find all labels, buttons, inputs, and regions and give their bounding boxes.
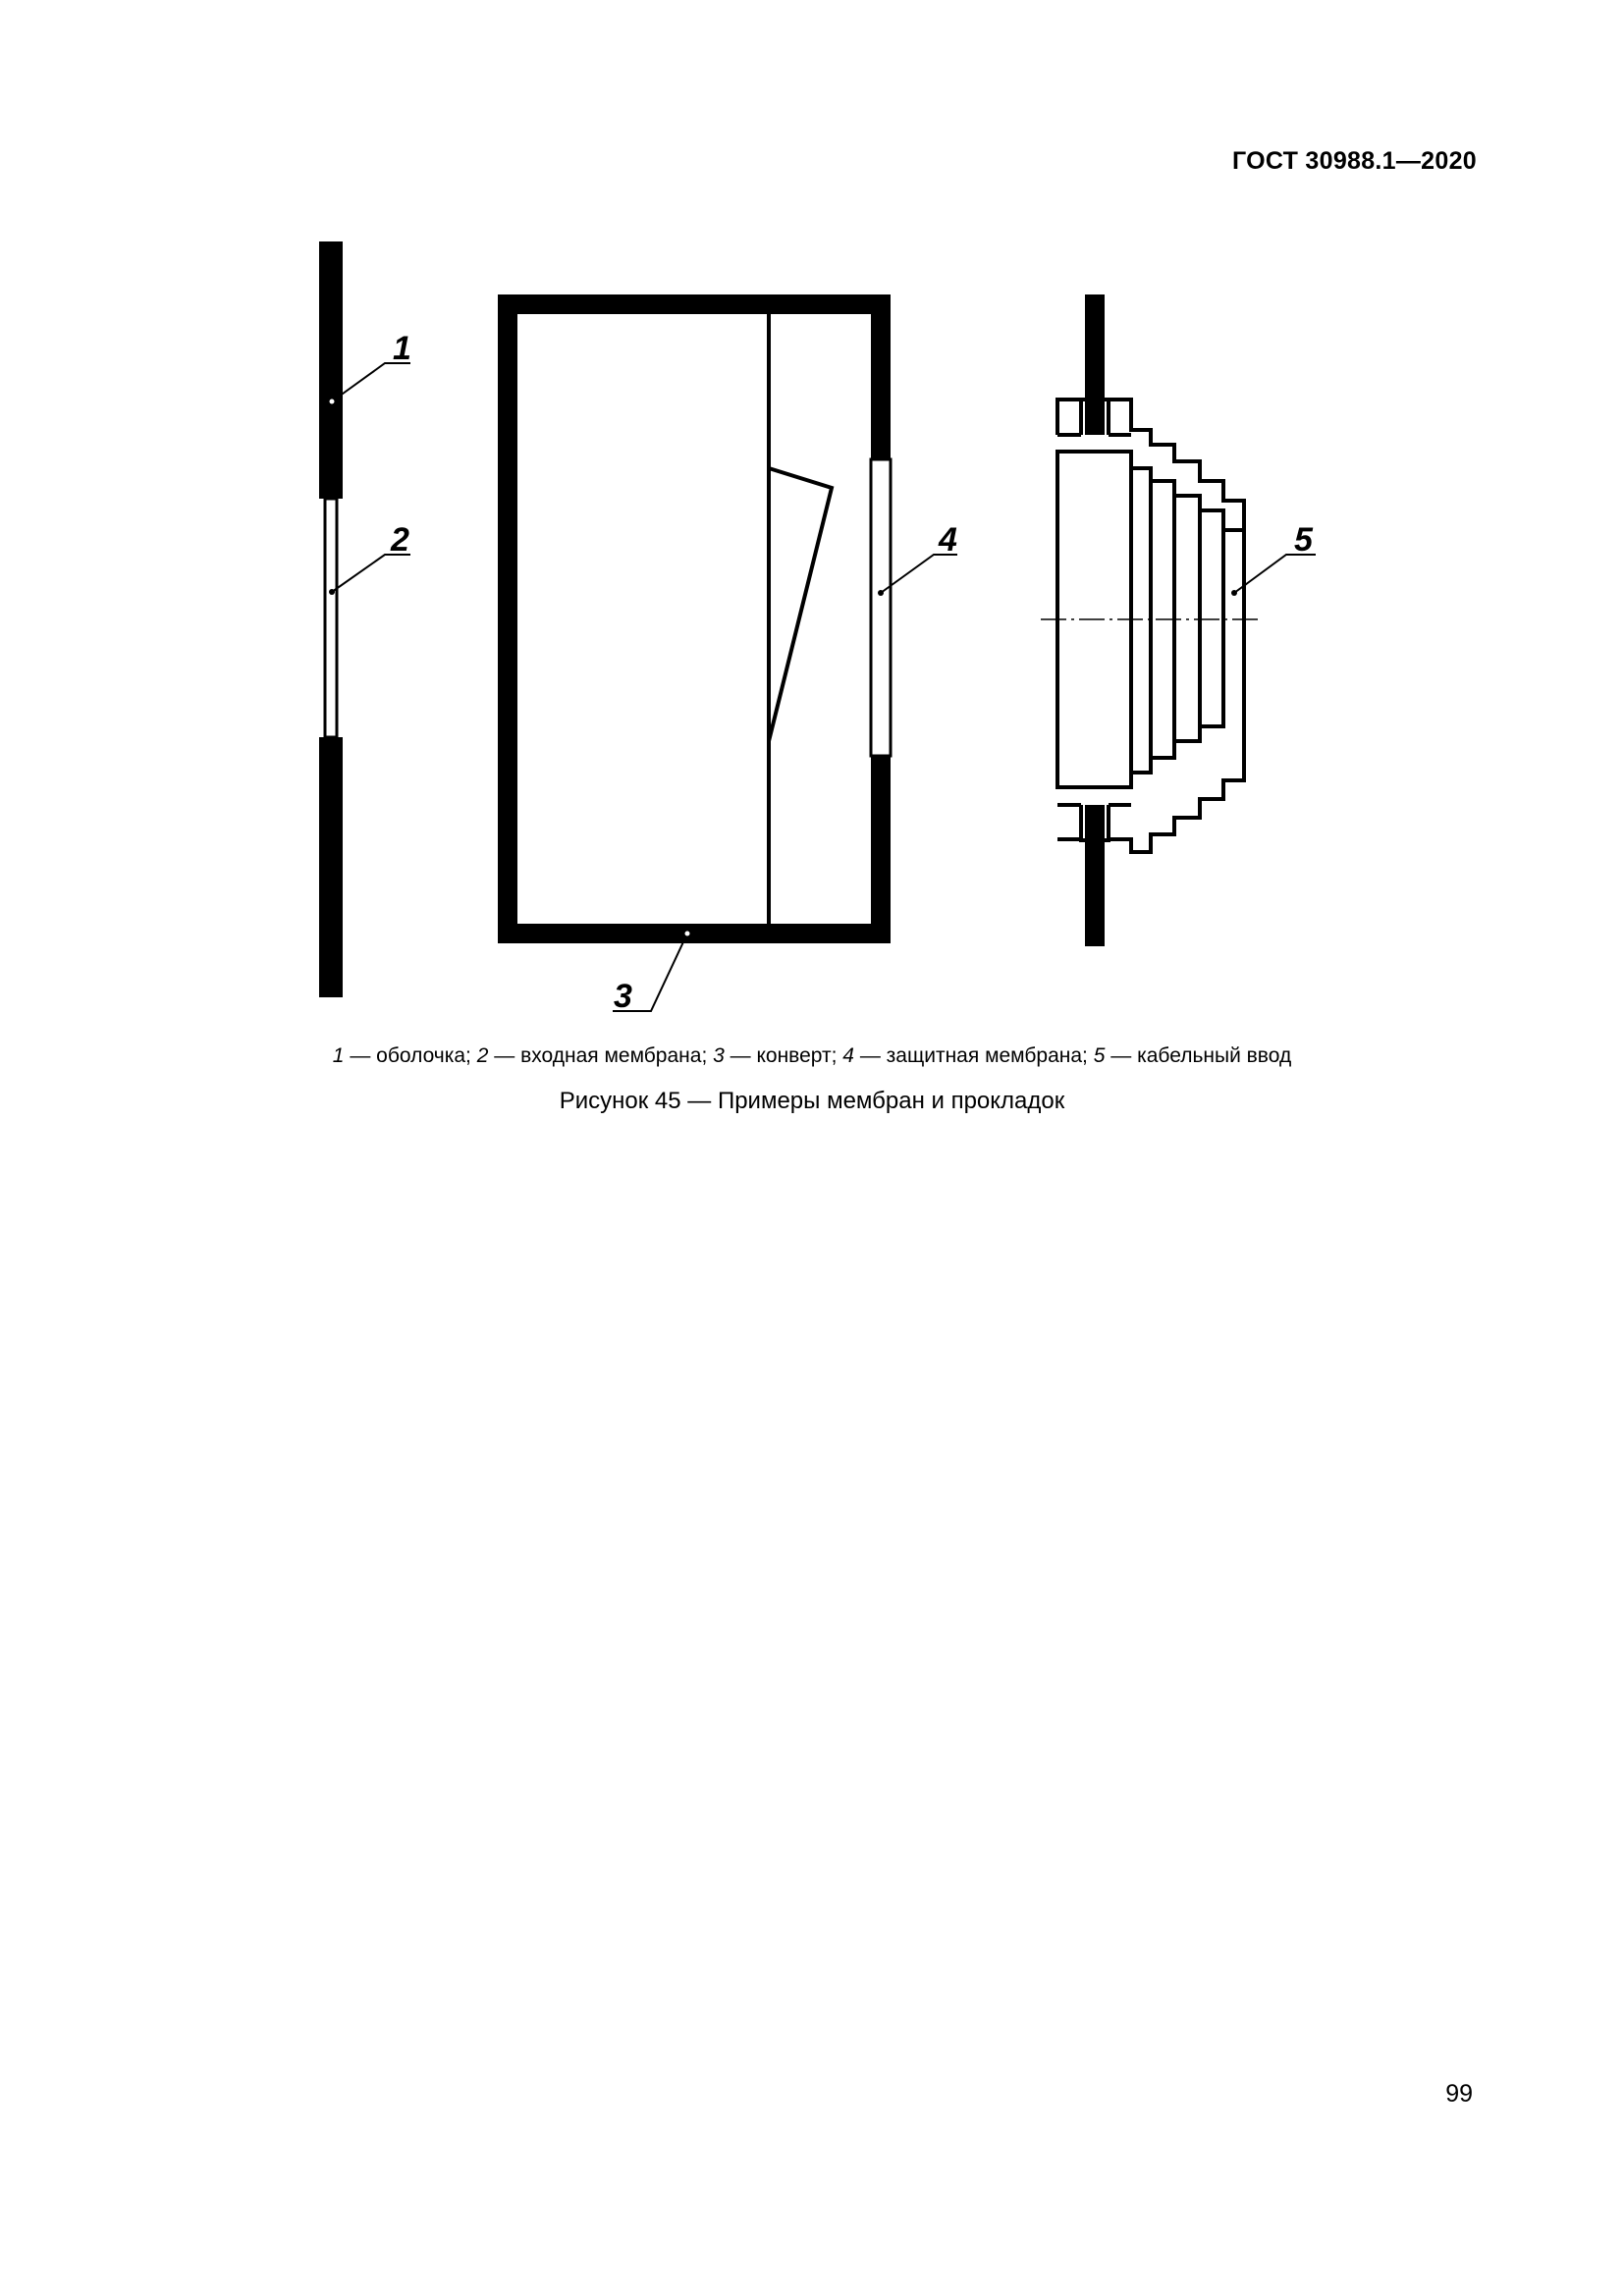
legend-num-5: 5 [1093,1044,1106,1067]
leader-lines [332,363,1316,1011]
callout-2: 2 [391,521,409,559]
callout-4: 4 [939,521,957,559]
figure-legend [0,1044,1624,1068]
figure-caption: Рисунок 45 — Примеры мембран и прокладок [559,1088,1065,1114]
legend-num-4: 4 [842,1044,854,1067]
protective-membrane [871,459,891,756]
document-header: ГОСТ 30988.1—2020 [1231,147,1477,175]
legend-text-4: — защитная мембрана; [853,1044,1094,1067]
callout-5: 5 [1294,521,1313,559]
legend-text-2: — входная мембрана; [488,1044,714,1067]
callout-1: 1 [393,330,411,367]
legend-text-5: — кабельный ввод [1105,1044,1292,1067]
figure-45-drawing [0,0,1624,1021]
envelope [498,294,891,943]
legend-text-3: — конверт; [724,1044,843,1067]
inlet-membrane [325,499,337,737]
legend-text-1: — оболочка; [344,1044,477,1067]
enclosure-wall [319,241,343,997]
legend-num-1: 1 [332,1044,345,1067]
legend-num-2: 2 [476,1044,489,1067]
callout-3: 3 [614,978,632,1015]
page-number: 99 [1445,2080,1473,2108]
cable-entry [1041,294,1262,946]
legend-num-3: 3 [713,1044,725,1067]
